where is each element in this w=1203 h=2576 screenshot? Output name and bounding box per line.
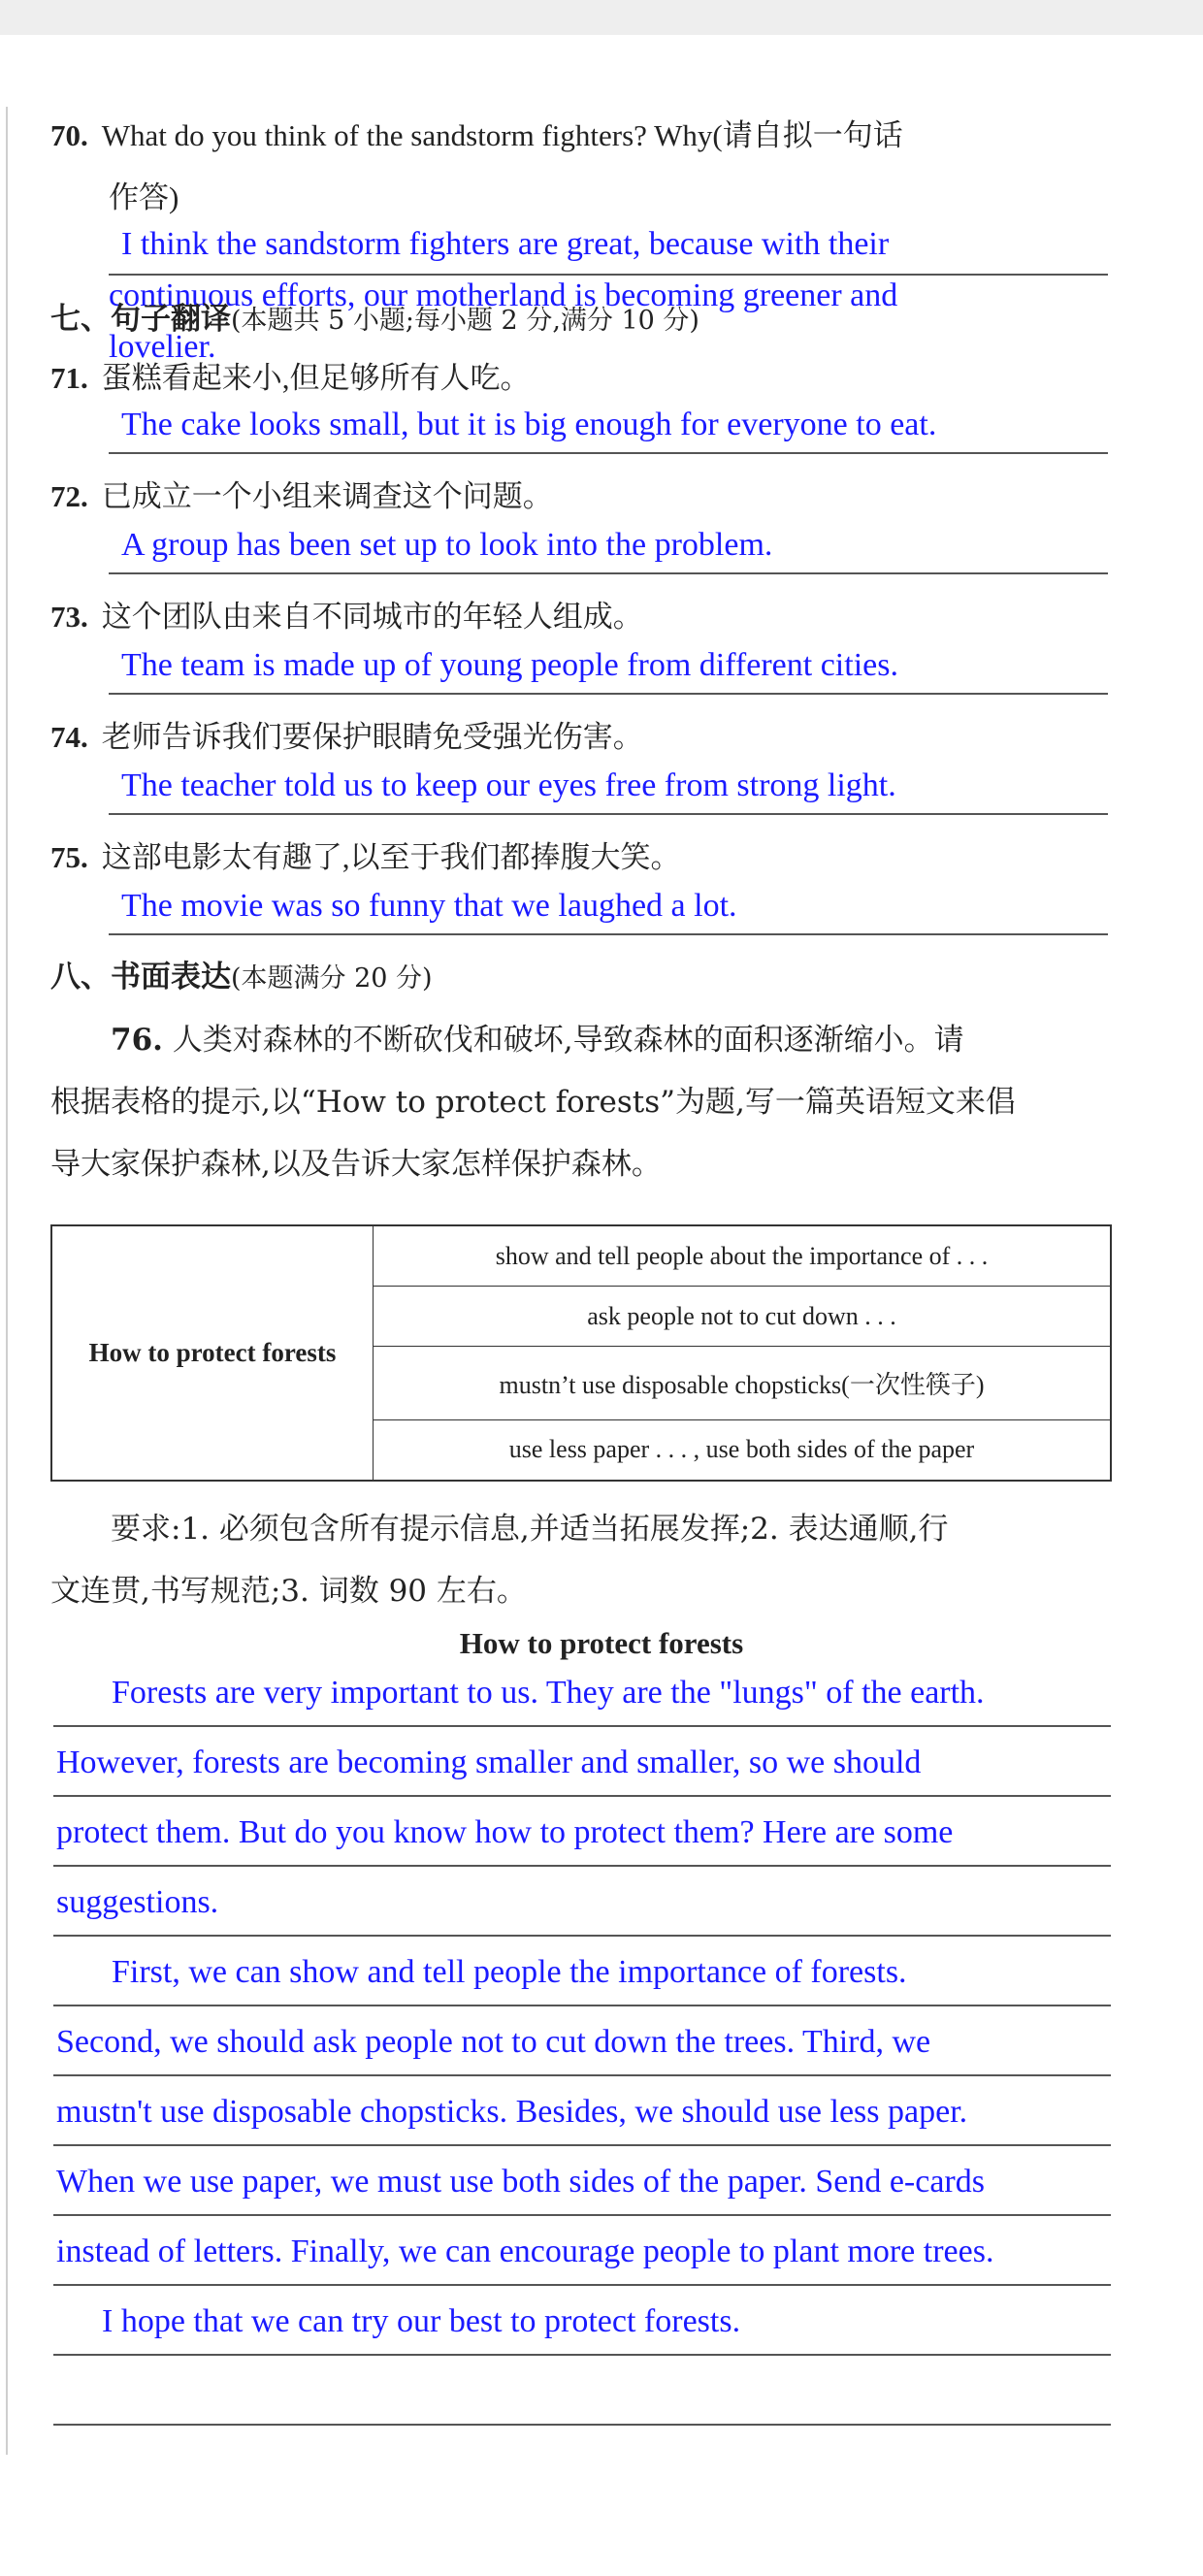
requirements-line2: 文连贯,书写规范;3. 词数 90 左右。: [50, 1574, 527, 1609]
essay-rule: [53, 2424, 1111, 2426]
essay-line: However, forests are becoming smaller and smaller, so we should: [56, 1745, 922, 1780]
section-title: 八、书面表达: [50, 960, 231, 995]
answer-72: A group has been set up to look into the problem.: [121, 527, 773, 563]
essay-line: Forests are very important to us. They are the "lungs" of the earth.: [112, 1675, 985, 1711]
question-70: [50, 111, 903, 161]
essay-rule: [53, 1935, 1111, 1937]
section-note: (本题满分 20 分): [231, 963, 433, 994]
question-71: 71. 蛋糕看起来小,但足够所有人吃。: [50, 361, 531, 395]
top-margin-band: [0, 0, 1203, 35]
section-note: (本题共 5 小题;每小题 2 分,满分 10 分): [231, 306, 699, 336]
essay-rule: [53, 1725, 1111, 1727]
essay-line: suggestions.: [56, 1884, 219, 1920]
section-7-heading: [50, 295, 699, 345]
answer-rule: [109, 452, 1108, 454]
essay-rule: [53, 2284, 1111, 2286]
hint-table-head: How to protect forests: [51, 1225, 374, 1481]
essay-line: protect them. But do you know how to protect them? Here are some: [56, 1814, 954, 1850]
essay-rule: [53, 1865, 1111, 1867]
hint-table-cell: ask people not to cut down . . .: [374, 1287, 1112, 1347]
answer-rule: [109, 572, 1108, 574]
hint-table: [50, 1224, 1112, 1482]
hint-table-cell: mustn’t use disposable chopsticks(一次性筷子): [374, 1347, 1112, 1420]
essay-rule: [53, 2354, 1111, 2356]
essay-rule: [53, 1795, 1111, 1797]
essay-line: instead of letters. Finally, we can encourage people to plant more trees.: [56, 2234, 994, 2269]
binding-margin-line: [6, 107, 8, 2455]
essay-line: mustn't use disposable chopsticks. Besides, we should use less paper.: [56, 2094, 968, 2130]
section-8-heading: [50, 953, 433, 1003]
question-number: 70.: [50, 118, 88, 152]
essay-line: I hope that we can try our best to protect forests.: [102, 2303, 741, 2339]
answer-70-line1: I think the sandstorm fighters are great, because with their: [121, 226, 890, 262]
essay-line: First, we can show and tell people the importance of forests.: [112, 1954, 907, 1990]
essay-rule: [53, 2074, 1111, 2076]
essay-title: How to protect forests: [459, 1626, 744, 1660]
answer-75: The movie was so funny that we laughed a lot.: [121, 888, 737, 924]
essay-rule: [53, 2214, 1111, 2216]
essay-line: When we use paper, we must use both sides of the paper. Send e-cards: [56, 2164, 985, 2200]
answer-73: The team is made up of young people from different cities.: [121, 647, 898, 683]
answer-rule: [109, 813, 1108, 815]
question-76-prompt: 76. 人类对森林的不断砍伐和破坏,导致森林的面积逐渐缩小。请: [111, 1023, 964, 1058]
answer-74: The teacher told us to keep our eyes free from strong light.: [121, 767, 896, 803]
essay-line: Second, we should ask people not to cut down the trees. Third, we: [56, 2024, 931, 2060]
answer-rule: [109, 693, 1108, 695]
answer-70-line3: lovelier.: [109, 329, 216, 365]
hint-table-cell: use less paper . . . , use both sides of the paper: [374, 1419, 1112, 1481]
question-73: 73. 这个团队由来自不同城市的年轻人组成。: [50, 600, 643, 634]
answer-70-line2: continuous efforts, our motherland is becoming greener and: [109, 277, 898, 313]
section-title: 七、句子翻译: [50, 302, 231, 337]
hint-table-cell: show and tell people about the importance of . . .: [374, 1225, 1112, 1287]
answer-rule: [109, 274, 1108, 276]
question-text: What do you think of the sandstorm fighters? Why(请自拟一句话: [101, 118, 903, 152]
question-76-prompt-line2: 根据表格的提示,以“How to protect forests”为题,写一篇英语短文来倡: [50, 1085, 1016, 1120]
question-74: 74. 老师告诉我们要保护眼睛免受强光伤害。: [50, 720, 643, 754]
answer-rule: [109, 933, 1108, 935]
question-76-prompt-line3: 导大家保护森林,以及告诉大家怎样保护森林。: [50, 1147, 662, 1182]
question-70-cont: 作答): [109, 180, 179, 214]
requirements-line1: 要求:1. 必须包含所有提示信息,并适当拓展发挥;2. 表达通顺,行: [111, 1512, 949, 1547]
answer-71: The cake looks small, but it is big enough for everyone to eat.: [121, 407, 937, 442]
essay-rule: [53, 2005, 1111, 2006]
question-72: 72. 已成立一个小组来调查这个问题。: [50, 479, 553, 513]
essay-rule: [53, 2144, 1111, 2146]
question-75: 75. 这部电影太有趣了,以至于我们都捧腹大笑。: [50, 840, 681, 874]
